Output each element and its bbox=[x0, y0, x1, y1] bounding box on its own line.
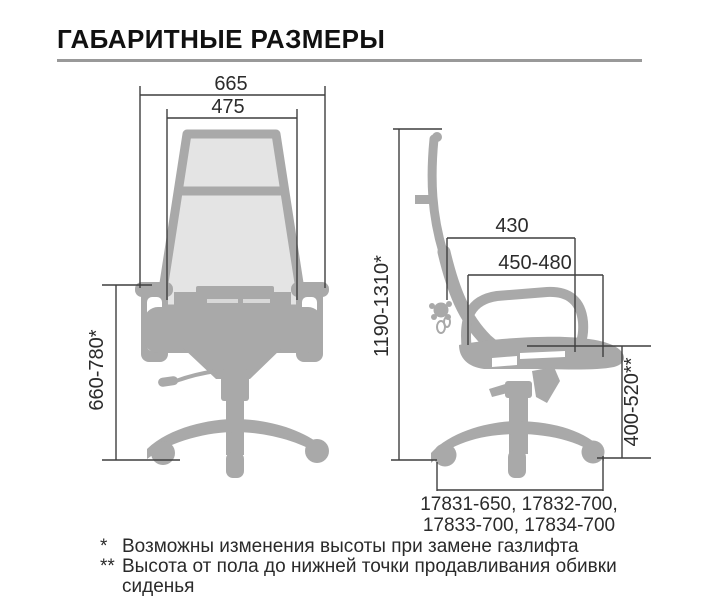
side-caster-right bbox=[582, 441, 605, 464]
footnote-text: Возможны изменения высоты при замене газлифта bbox=[122, 536, 579, 557]
side-caster-center bbox=[508, 450, 526, 478]
footnote-gaslift bbox=[100, 537, 685, 557]
page-title: ГАБАРИТНЫЕ РАЗМЕРЫ bbox=[57, 24, 386, 54]
footnote-text: Высота от пола до нижней точки продавливания обивки сиденья bbox=[122, 556, 617, 597]
front-caster-center bbox=[226, 452, 244, 478]
front-gaslift-lever bbox=[176, 371, 216, 381]
chair-side-view bbox=[415, 132, 624, 478]
footnotes bbox=[100, 537, 685, 597]
dim-side-backrest-width: 430 bbox=[495, 215, 529, 237]
front-backrest bbox=[160, 134, 303, 309]
dim-side-seat-depth: 450-480 bbox=[498, 252, 572, 274]
dim-front-backrest-width: 475 bbox=[211, 96, 245, 118]
front-seat bbox=[144, 307, 322, 353]
front-caster-right bbox=[305, 439, 329, 463]
side-column-collar bbox=[505, 381, 532, 398]
side-backrest-bracket bbox=[415, 195, 437, 204]
side-mechanism-arm bbox=[532, 367, 560, 403]
dim-side-seat-height: 400-520** bbox=[621, 357, 643, 447]
front-lumbar-dash bbox=[243, 299, 270, 303]
dim-front-overall-width: 665 bbox=[214, 73, 248, 95]
footnote-seat-height bbox=[100, 557, 685, 597]
side-adjustment-knob bbox=[429, 301, 452, 333]
dim-front-armrest-height: 660-780* bbox=[86, 329, 108, 411]
base-models-line1: 17831-650, 17832-700, bbox=[420, 494, 618, 515]
front-caster-left bbox=[151, 441, 175, 465]
base-models-line2: 17833-700, 17834-700 bbox=[422, 515, 616, 536]
dim-side-total-height: 1190-1310* bbox=[371, 255, 393, 357]
footnote-marker: * bbox=[100, 536, 108, 557]
chair-front-view bbox=[135, 134, 329, 478]
front-lumbar-dash bbox=[207, 299, 238, 303]
front-lever-handle bbox=[158, 376, 179, 388]
front-column-collar bbox=[221, 369, 249, 401]
footnote-marker: ** bbox=[100, 556, 115, 577]
